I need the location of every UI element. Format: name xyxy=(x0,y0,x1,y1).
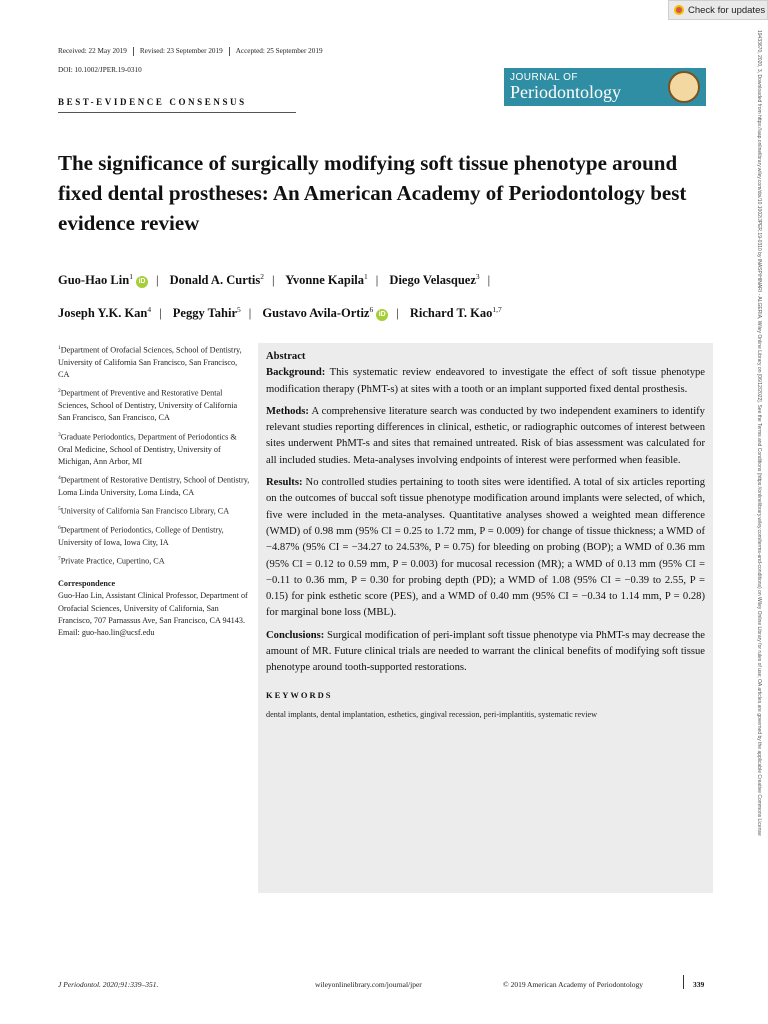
check-for-updates-label: Check for updates xyxy=(688,4,766,16)
affiliation: $^5$University of California San Francisco Library, CA xyxy=(58,506,230,516)
affiliation: $^2$Department of Preventive and Restorative Dental Sciences, School of Dentistry, University of California San Francisco, San Francisco, CA xyxy=(58,388,238,423)
affiliation: $^1$Department of Orofacial Sciences, School of Dentistry, University of California San Francisco, San Francisco, CA xyxy=(58,345,242,380)
author[interactable]: Joseph Y.K. Kan$^4$ xyxy=(58,305,152,321)
abstract-conclusions: Conclusions: Surgical modification of peri-implant soft tissue phenotype via PhMT-s may decrease the amount of MR. Future clinical trials are needed to warrant the clinical benefits of modifying soft tissue phenotype around tooth-supported restorations. xyxy=(266,629,705,674)
author-list: Guo-Hao Lin$^1$iD | Donald A. Curtis$^2$ | Yvonne Kapila$^1$ | Diego Velasquez$^3$ | Joseph Y.K. Kan$^4$ | Peggy Tahir$^5$ | Gustavo Avila-Ortiz$^6$iD | Richard T. Kao$^{1,7}$ xyxy=(58,272,502,321)
footer-copyright: © 2019 American Academy of Periodontology xyxy=(503,980,644,989)
page-number: 339 xyxy=(693,980,705,989)
journal-logo-line2: Periodontology xyxy=(510,82,621,102)
abstract-heading: Abstract xyxy=(266,351,306,362)
revised-date: Revised: 23 September 2019 xyxy=(139,47,223,56)
received-date: Received: 22 May 2019 xyxy=(58,47,127,56)
aap-seal-icon xyxy=(668,71,700,103)
orcid-icon[interactable]: iD xyxy=(376,309,388,321)
author[interactable]: Richard T. Kao$^{1,7}$ xyxy=(409,305,502,321)
keywords-heading: KEYWORDS xyxy=(266,689,333,700)
affiliations xyxy=(58,342,250,639)
abstract-background: Background: This systematic review endeavored to investigate the effect of soft tissue phenotype modification therapy (PhMT-s) at sites with a tooth or an implant supported fixed dental prosthesis. xyxy=(266,367,705,395)
author[interactable]: Yvonne Kapila$^1$ xyxy=(285,272,368,288)
category-divider xyxy=(58,112,296,113)
crossmark-icon xyxy=(674,5,684,15)
article-dates xyxy=(58,47,323,56)
journal-logo-line1: JOURNAL OF xyxy=(510,72,578,83)
correspondence-heading: Correspondence xyxy=(58,579,116,589)
affiliation: $^3$Graduate Periodontics, Department of Periodontics & Oral Medicine, School of Dentistry, University of Michigan, Ann Arbor, MI xyxy=(58,431,237,466)
correspondence-email[interactable]: Email: guo-hao.lin@ucsf.edu xyxy=(58,628,155,637)
footer-citation: J Periodontol. 2020;91:339–351. xyxy=(58,980,159,989)
author[interactable]: Guo-Hao Lin$^1$iD xyxy=(58,273,148,287)
check-for-updates-button[interactable] xyxy=(668,0,768,20)
accepted-date: Accepted: 25 September 2019 xyxy=(235,47,323,56)
doi[interactable]: DOI: 10.1002/JPER.19-0310 xyxy=(58,66,142,74)
article-category: BEST-EVIDENCE CONSENSUS xyxy=(58,97,247,107)
author[interactable]: Donald A. Curtis$^2$ xyxy=(169,272,264,288)
affiliation: $^7$Private Practice, Cupertino, CA xyxy=(58,556,165,566)
keywords-list: dental implants, dental implantation, esthetics, gingival recession, peri-implantitis, systematic review xyxy=(266,709,598,719)
author[interactable]: Gustavo Avila-Ortiz$^6$iD xyxy=(262,306,388,320)
download-notice: 19433670, 2020, 3, Downloaded from https://aap.onlinelibrary.wiley.com/doi/10.1002/JPER.19-0310 by INASP/HINARI - ALGERIA, Wiley Online Library on [06/12/2022]. See the Terms and Conditions (https://onlinelibrary.wiley.com/terms-and-conditions) on Wiley Online Library for rules of use; OA articles are governed by the applicable Creative Commons License xyxy=(756,30,762,836)
affiliation: $^6$Department of Periodontics, College of Dentistry, University of Iowa, Iowa City, IA xyxy=(58,525,224,548)
abstract-results: Results: No controlled studies pertaining to tooth sites were identified. A total of six articles reporting on the outcomes of buccal soft tissue phenotype modification around implants were selected, of which, five were included in the meta-analyses. Quantitative analyses showed a weighted mean difference (WMD) of 0.98 mm (95% CI = 0.25 to 1.72 mm, P = 0.009) for change of tissue thickness; a WMD of −4.87% (95% CI = −34.27 to 24.53%, P = 0.75) for bleeding on probing (BOP); a WMD of 0.36 mm (95% CI = 0.12 to 0.59 mm, P = 0.003) for mucosal recession (MR); a WMD of 0.13 mm (95% CI = −0.11 to 0.36 mm, P = 0.30 for probing depth (PD); a WMD of 1.08 (95% CI = −0.39 to 2.55, P = 0.15) for pink esthetic score (PES), and a WMD of 0.40 mm (95% CI = −0.34 to 1.14 mm, P = 0.28) for marginal bone loss (MBL). xyxy=(266,477,705,619)
article-title: The significance of surgically modifying soft tissue phenotype around fixed dental prostheses: An American Academy of Periodontology best evidence review xyxy=(58,151,687,235)
abstract-methods: Methods: A comprehensive literature search was conducted by two independent examiners to identify relevant studies reporting differences in clinical, esthetic, or radiographic outcomes of interest between sites underwent PhMT-s and sites that remained untreated. Risk of bias assessment was calculated for all included studies. Meta-analyses involving endpoints of interest were performed when feasible. xyxy=(266,405,705,466)
correspondence-text: Guo-Hao Lin, Assistant Clinical Professor, Department of Orofacial Sciences, University of California, San Francisco, 707 Parnassus Ave, San Francisco, CA 94143. xyxy=(58,591,248,625)
abstract-box xyxy=(258,343,713,893)
footer-divider xyxy=(683,975,684,989)
orcid-icon[interactable]: iD xyxy=(136,276,148,288)
footer-url[interactable]: wileyonlinelibrary.com/journal/jper xyxy=(315,980,422,989)
journal-logo[interactable] xyxy=(504,68,706,106)
author[interactable]: Peggy Tahir$^5$ xyxy=(172,305,241,321)
affiliation: $^4$Department of Restorative Dentistry, School of Dentistry, Loma Linda University, Loma Linda, CA xyxy=(58,475,250,497)
author[interactable]: Diego Velasquez$^3$ xyxy=(389,272,480,288)
